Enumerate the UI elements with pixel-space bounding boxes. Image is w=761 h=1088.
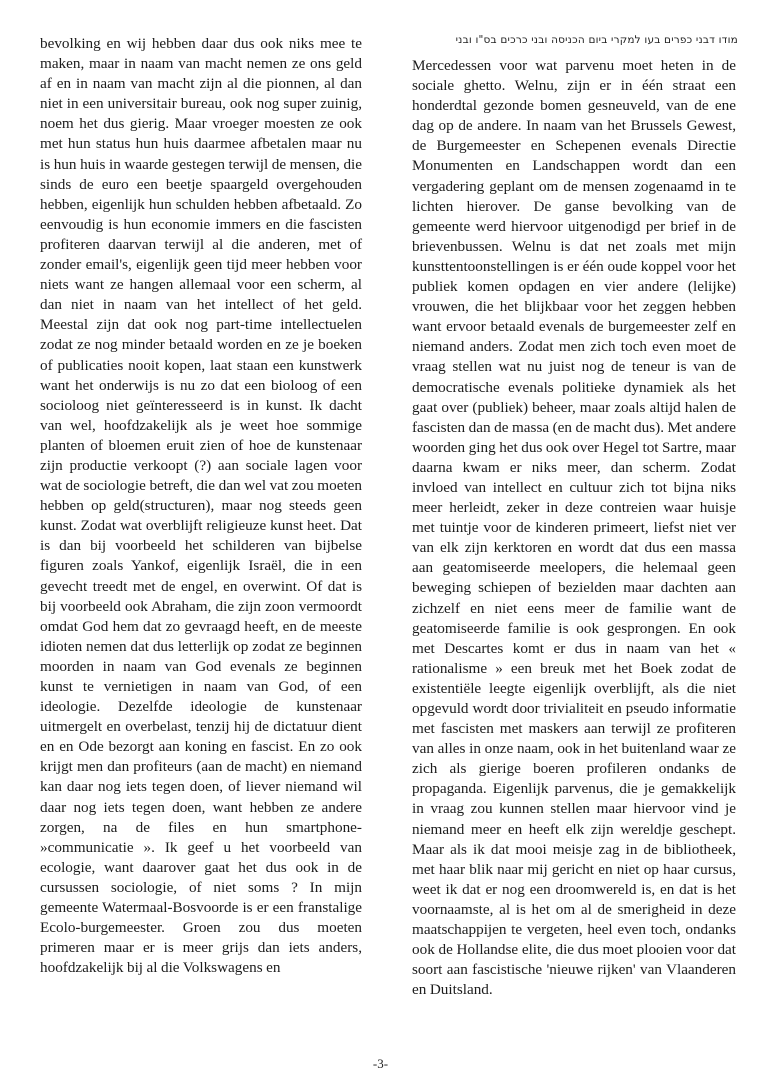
right-column-text: Mercedessen voor wat parvenu moet heten in de sociale ghetto. Welnu, zijn er in één straat een honderdtal gezonde bomen gesneuveld, van de ene dag op de andere. In naam van het Brussels Gewest, de Burgemeester en Schepenen evenals Directie Monumenten en Landschappen wordt dan een vergadering geplant om de mensen zogenaamd in te lichten hierover. De ganse bevolking van de gemeente werd hiervoor uitgenodigd per brief in de brievenbussen. Welnu is dat net zoals met mijn kunsttentoonstellingen is er één oude koppel voor het publiek komen opdagen en vier andere (lelijke) vrouwen, die het blijkbaar voor het zeggen hebben want ervoor betaald evenals de burgemeester zelf en niemand anders. Zodat men zich toch even moet de vraag stellen wat nu juist nog de teneur is van de democratische evenals politieke dynamiek als het gaat over (publiek) beheer, maar zoals altijd halen de fascisten dan de massa (en de macht dus). Met andere woorden ging het dus ook over Hegel tot Sartre, maar daarna kwam er niks meer, dan scherm. Zodat invloed van intellect en cultuur zich tot bijna niks meer herleidt, zeker in deze contreien waar huisje met tuintje voor de kinderen primeert, liefst niet ver van elk zijn kerktoren en wordt dat dus een massa aan geatomiseerde meelopers, die helemaal geen beweging schiepen of bezielden maar dachten aan zichzelf en niet eens meer de familie want de geatomiseerde familie is ook gesprongen. En ook met Descartes komt er dus in naam van het « rationalisme » een breuk met het Boek zodat de existentiële leegte eigenlijk overblijft, als die niet opgevuld wordt door trivialiteit en pseudo informatie met fascisten met maskers aan terwijl ze profiteren van alles in onze naam, ook in het buitenland waar ze zich als gierige boeren profileren ondanks de propaganda. Eigenlijk parvenus, die je gemakkelijk in vraag zou kunnen stellen maar hiervoor vind je niemand meer en heeft elk zijn wereldje geschept. Maar als ik dat mooi meisje zag in de bibliotheek, met haar blik naar mij gericht en niet op haar cursus, weet ik dat er nog een droomwereld is, en dat is het voornaamste, al is het om al de smerigheid in deze maatschappijen te vergeten, heel even toch, ondanks ook de Hollandse elite, die dus moet plooien voor dat soort aan fascistische 'nieuwe rijken' van Vlaanderen en Duitsland. [412,57,736,999]
left-column [40,34,362,978]
hebrew-header-line: מודו דבני כפרים בעו למקרי ביום הכניסה ובני כרכים בס"ו ובני [455,34,738,46]
right-column [412,36,736,1000]
page-number: -3- [372,1056,389,1071]
left-column-text: bevolking en wij hebben daar dus ook niks mee te maken, maar in naam van macht nemen ze ons geld af en in naam van macht zijn al die pionnen, al dan niet in een universitair bureau, ook nog super zuinig, noem het dus gierig. Maar vroeger moesten ze ook met hun status hun huis daarmee afbetalen maar nu is hun huis in waarde gestegen terwijl de mensen, die sinds de euro een beetje spaargeld overgehouden hebben, eigenlijk hun schulden hebben afbetaald. Zo eenvoudig is hun economie immers en die fascisten profiteren daarvan terwijl al die anderen, met of zonder email's, eigenlijk geen tijd meer hebben voor niets want ze hangen allemaal voor een scherm, al dan niet in naam van het intellect of het geld. Meestal zijn dat ook nog part-time intellectuelen zodat ze nog minder betaald worden en ze je boeken of publicaties nooit kopen, laat staan een kunstwerk want het onderwijs is nu zo dat een bioloog of een socioloog niet geïnteresseerd is in kunst. Ik dacht van wel, hoofdzakelijk als je weet hoe sommige planten of bloemen eruit zien of hoe de kunstenaar zijn productie verkoopt (?) aan sociale lagen voor wat de sociologie betreft, die dan wel vat zou moeten hebben op geld(structuren), maar nog steeds geen kunst. Zodat wat overblijft religieuze kunst heet. Dat is dan bij voorbeeld het schilderen van bijbelse figuren zoals Yankof, eigenlijk Israël, die in een gevecht treedt met de engel, en overwint. Of dat is bij voorbeeld ook Abraham, die zijn zoon vermoordt omdat God hem dat zo gevraagd heeft, en de meeste idioten nemen dat dus letterlijk op zodat ze beginnen moorden in naam van God evenals ze beginnen kunst te vernietigen in naam van God, of een ideologie. Dezelfde ideologie de kunstenaar uitmergelt en overbelast, tenzij hij de dictatuur dient en en Ode bezorgt aan koning en fascist. En zo ook krijgt men dan profiteurs (aan de macht) en niemand kan daar nog iets tegen doen, of liever niemand wil daar nog iets tegen doen, want hebben ze andere zorgen, na de files en hun smartphone- »communicatie ». Ik geef u het voorbeeld van ecologie, want daarover gaat het dus ook in de cursussen sociologie, of niet soms ? In mijn gemeente Watermaal-Bosvoorde is er een franstalige Ecolo-burgemeester. Groen zou dus moeten primeren maar er is meer grijs dan iets anders, hoofdzakelijk bij al die Volkswagens en [40,35,362,977]
